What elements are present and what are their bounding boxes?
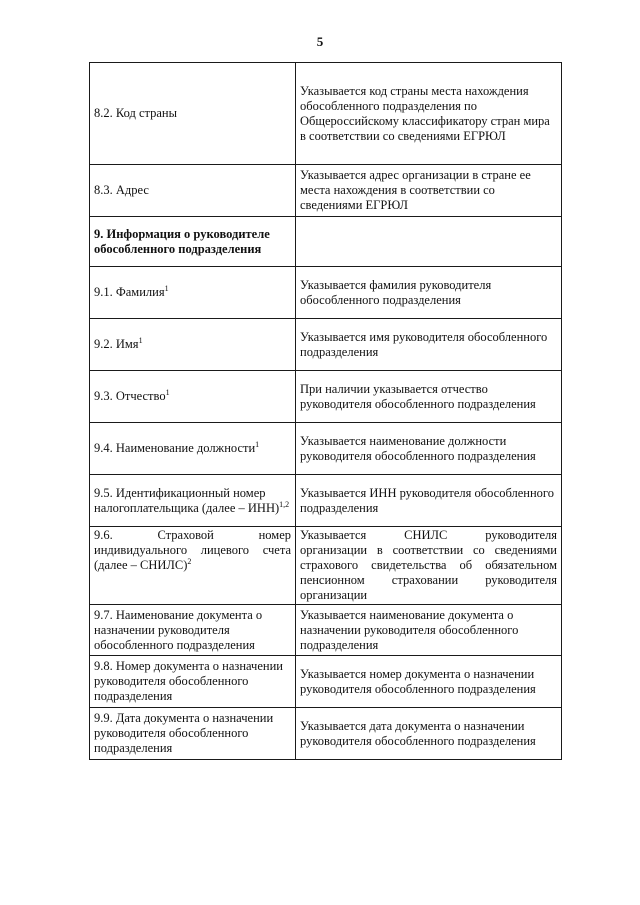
field-name: 9.1. Фамилия$^1$ [90,267,296,319]
field-description: Указывается имя руководителя обособленного подразделения [296,319,562,371]
field-description: Указывается дата документа о назначении руководителя обособленного подразделения [296,708,562,760]
table-row [90,267,562,319]
table-row [90,371,562,423]
table-row [90,423,562,475]
field-description: Указывается адрес организации в стране ее места нахождения в соответствии со сведениями ЕГРЮЛ [296,165,562,217]
table-row [90,527,562,605]
field-name: 9.5. Идентификационный номер налогоплательщика (далее – ИНН)$^{1,2}$ [90,475,296,527]
field-description: Указывается фамилия руководителя обособленного подразделения [296,267,562,319]
field-name: 9.2. Имя$^1$ [90,319,296,371]
field-description: Указывается СНИЛС руководителя организации в соответствии со сведениями страхового свидетельства об обязательном пенсионном страховании руководителя организации [296,527,562,605]
field-name: 8.3. Адрес [90,165,296,217]
field-description: Указывается наименование должности руководителя обособленного подразделения [296,423,562,475]
section-heading: 9. Информация о руководителе обособленного подразделения [90,217,296,267]
fields-table [89,62,562,760]
field-name: 9.4. Наименование должности$^1$ [90,423,296,475]
page-number: 5 [316,34,324,49]
field-description: При наличии указывается отчество руководителя обособленного подразделения [296,371,562,423]
field-description: Указывается номер документа о назначении руководителя обособленного подразделения [296,656,562,708]
table-row [90,319,562,371]
table-row [90,475,562,527]
field-description: Указывается наименование документа о назначении руководителя обособленного подразделения [296,605,562,656]
field-description [296,217,562,267]
table-row [90,165,562,217]
table-row [90,605,562,656]
table-row [90,708,562,760]
table-row [90,63,562,165]
field-name: 9.7. Наименование документа о назначении руководителя обособленного подразделения [90,605,296,656]
field-name: 9.9. Дата документа о назначении руководителя обособленного подразделения [90,708,296,760]
field-description: Указывается ИНН руководителя обособленного подразделения [296,475,562,527]
field-name: 9.3. Отчество$^1$ [90,371,296,423]
field-name: 9.6. Страховой номер индивидуального лицевого счета (далее – СНИЛС)$^2$ [90,527,296,605]
field-name: 9.8. Номер документа о назначении руководителя обособленного подразделения [90,656,296,708]
table-row [90,656,562,708]
field-name: 8.2. Код страны [90,63,296,165]
field-description: Указывается код страны места нахождения обособленного подразделения по Общероссийскому классификатору стран мира в соответствии со сведениями ЕГРЮЛ [296,63,562,165]
table-row [90,217,562,267]
